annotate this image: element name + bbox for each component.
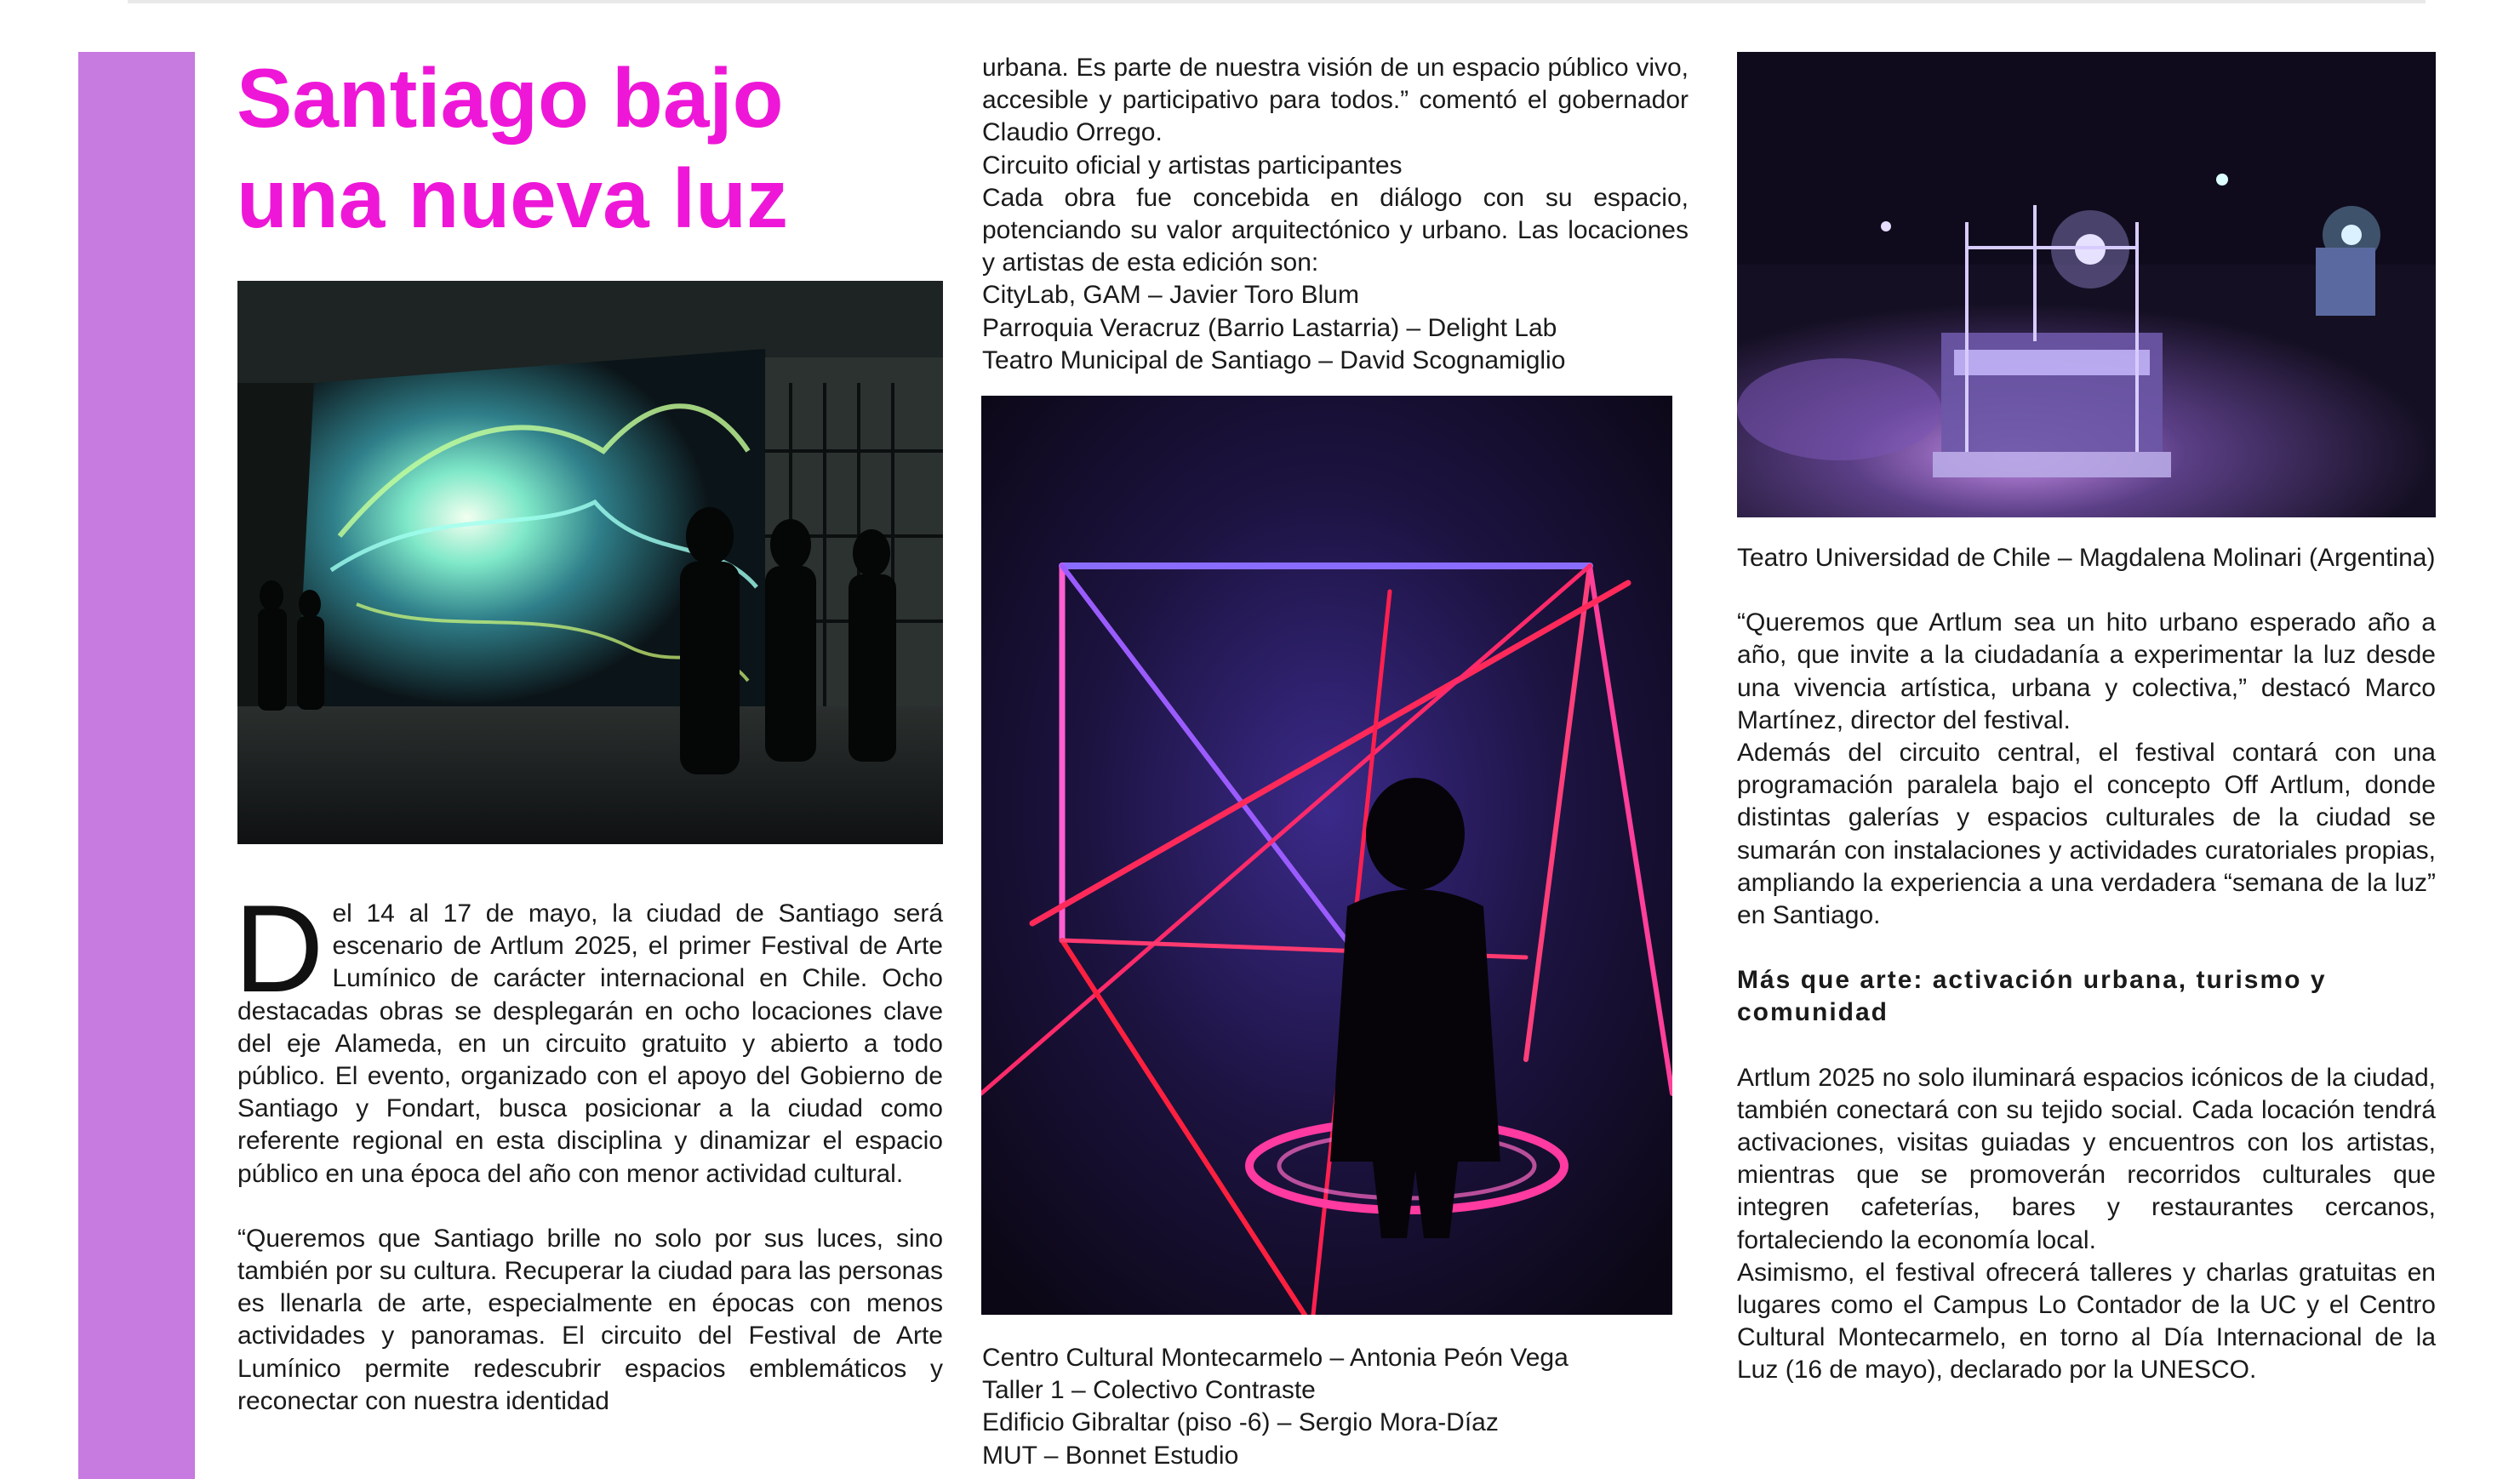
- off-artlum-paragraph: Además del circuito central, el festival contará con una programación paralela bajo el concepto Off Artlum, donde distintas galerías y espacios culturales de la ciudad se sumarán con instalaciones y actividades curatoriales propias, ampliando la experiencia a una verdadera “semana de la luz” en Santiago.: [1737, 739, 2436, 930]
- circuit-heading: Circuito oficial y artistas participantes: [982, 151, 1403, 180]
- drop-cap: D: [234, 879, 324, 1018]
- intro-text: el 14 al 17 de mayo, la ciudad de Santiago será escenario de Artlum 2025, el primer Festival de Arte Lumínico de carácter internacional en Chile. Ocho destacadas obras se desplegarán en ocho locaciones clave del eje Alameda, en un circuito gratuito y abierto a todo público. El evento, organizado con el apoyo del Gobierno de Santiago y Fondart, busca posicionar a la ciudad como referente regional en esta disciplina y dinamizar el espacio público en una época del año con menor actividad cultural.: [237, 899, 943, 1188]
- title-line-1: Santiago bajo: [237, 51, 784, 145]
- photo-night-sculpture: [1737, 52, 2436, 517]
- quote-paragraph: “Queremos que Santiago brille no solo por sus luces, sino también por su cultura. Recuperar la ciudad para las personas es llenarla de arte, especialmente en épocas con menos actividades y panoramas. El circuito del Festival de Arte Lumínico permite redescubrir espacios emblemáticos y reconectar con nuestra identidad: [237, 1224, 943, 1415]
- top-rule: [128, 0, 2426, 3]
- intro-paragraph: [234, 879, 943, 1191]
- venue-item: Taller 1 – Colectivo Contraste: [982, 1376, 1316, 1405]
- venue-item: Edificio Gibraltar (piso -6) – Sergio Mora-Díaz: [982, 1408, 1499, 1437]
- workshops-paragraph: Asimismo, el festival ofrecerá talleres y charlas gratuitas en lugares como el Campus Lo Contador de la UC y el Centro Cultural Montecarmelo, en torno al Día Internacional de la Luz (16 de mayo), declarado por la UNESCO.: [1737, 1258, 2436, 1385]
- director-quote: “Queremos que Artlum sea un hito urbano esperado año a año, que invite a la ciudadanía a experimentar la luz desde una vivencia artística, urbana y colectiva,” destacó Marco Martínez, director del festival.: [1737, 608, 2436, 734]
- venue-item: CityLab, GAM – Javier Toro Blum: [982, 281, 1359, 310]
- title-line-2: una nueva luz: [237, 151, 789, 245]
- photo-light-projection: [237, 281, 943, 844]
- column-1: [234, 879, 943, 1418]
- venue-item: Teatro Municipal de Santiago – David Scognamiglio: [982, 345, 1566, 374]
- section-subheading: Más que arte: activación urbana, turismo y comunidad: [1737, 966, 2327, 1027]
- quote-continuation: urbana. Es parte de nuestra visión de un espacio público vivo, accesible y participativo para todos.” comentó el gobernador Claudio Orrego.: [982, 54, 1689, 147]
- column-3: [1737, 542, 2436, 1387]
- circuit-intro: Cada obra fue concebida en diálogo con su espacio, potenciando su valor arquitectónico y urbano. Las locaciones y artistas de esta edición son:: [982, 183, 1689, 277]
- urban-activation-paragraph: Artlum 2025 no solo iluminará espacios icónicos de la ciudad, también conectará con su tejido social. Cada locación tendrá activaciones, visitas guiadas y encuentros con los artistas, mientras que se promoverán recorridos culturales que integren cafeterías, bares y restaurantes cercanos, fortaleciendo la economía local.: [1737, 1063, 2436, 1254]
- article-title: [237, 48, 917, 248]
- venue-item: Centro Cultural Montecarmelo – Antonia Peón Vega: [982, 1344, 1569, 1372]
- venue-item: Parroquia Veracruz (Barrio Lastarria) – Delight Lab: [982, 313, 1557, 342]
- column-2-bottom: [982, 1342, 1689, 1472]
- sidebar-color-bar: [78, 52, 195, 1479]
- venue-item: MUT – Bonnet Estudio: [982, 1441, 1239, 1470]
- venue-caption: Teatro Universidad de Chile – Magdalena Molinari (Argentina): [1737, 544, 2436, 572]
- photo-laser-installation: [981, 396, 1672, 1315]
- column-2-top: [982, 52, 1689, 377]
